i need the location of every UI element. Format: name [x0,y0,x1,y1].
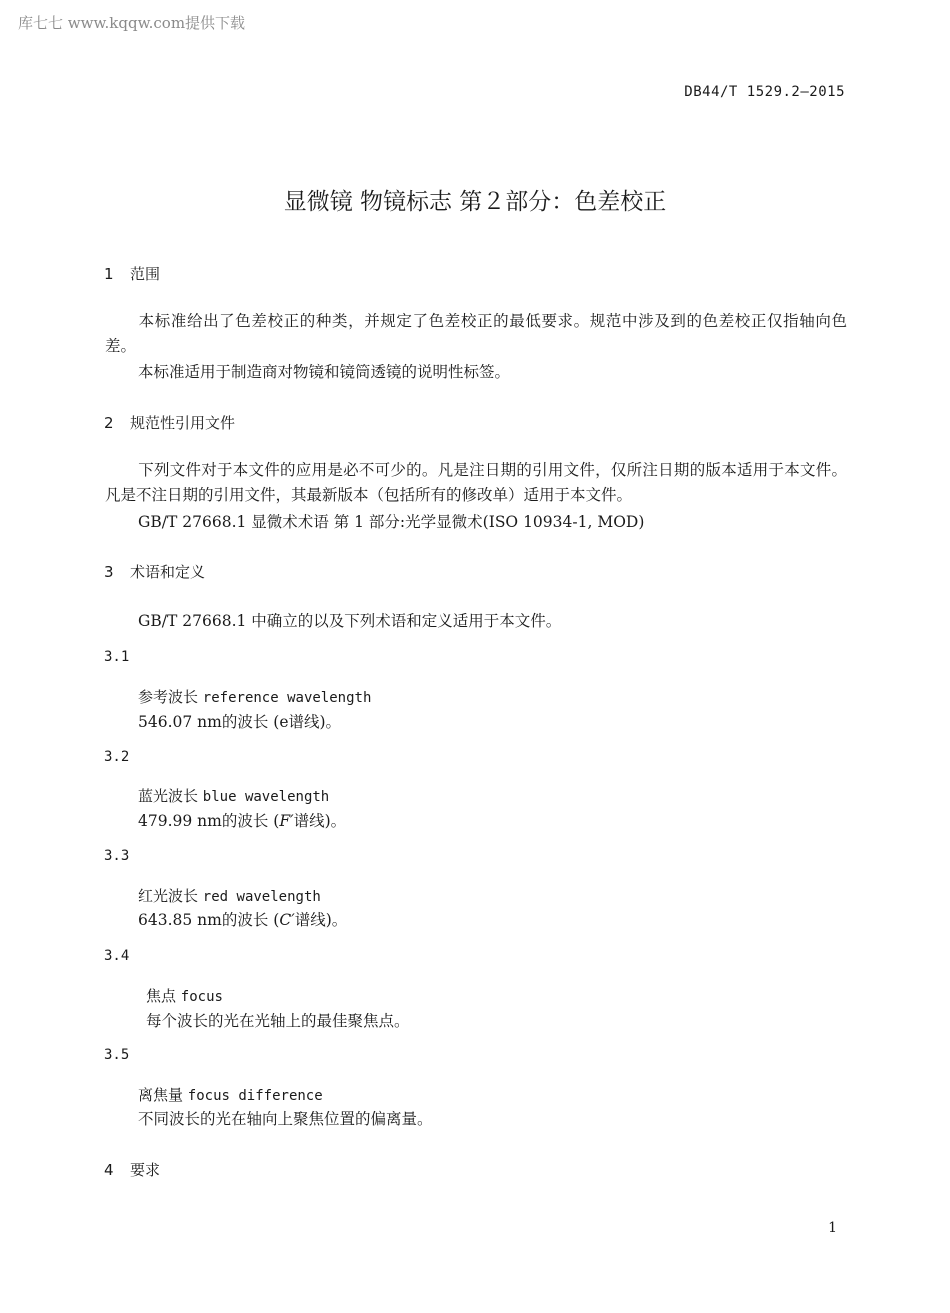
term-en: focus [180,989,223,1005]
section-1-paragraph-1 [105,309,847,359]
term-definition-text-a: 643.85 nm的波长 ( [138,911,280,929]
term-definition-text-b: 谱线)。 [294,911,348,929]
page-number: 1 [828,1220,837,1236]
section-3-number: 3 [104,563,114,581]
section-2-heading [104,412,235,433]
term-number: 3.1 [104,649,130,665]
term-number: 3.4 [104,948,130,964]
term-number: 3.3 [104,848,130,864]
term-definition: 不同波长的光在轴向上聚焦位置的偏离量。 [138,1110,433,1128]
term-zh: 红光波长 [138,887,199,905]
spectral-line-symbol: C′ [279,911,295,929]
term-heading [138,885,321,906]
term-heading [138,686,371,707]
term-zh: 参考波长 [138,688,199,706]
term-definition-text-b: 谱线)。 [293,812,347,830]
term-zh: 焦点 [146,987,177,1005]
term-number: 3.2 [104,749,130,765]
term-en: red wavelength [202,889,321,905]
term-heading [138,785,329,806]
term-heading [138,1084,323,1105]
section-1-paragraph-1-text: 本标准给出了色差校正的种类，并规定了色差校正的最低要求。规范中涉及到的色差校正仅指轴向色差。 [105,312,847,355]
normative-reference: GB/T 27668.1 显微术术语 第 1 部分:光学显微术(ISO 10934-1, MOD) [138,513,645,531]
section-3-title: 术语和定义 [130,563,206,581]
term-definition [138,908,347,930]
section-2-title: 规范性引用文件 [130,414,236,432]
term-number: 3.5 [104,1047,130,1063]
term-definition [138,809,346,831]
term-definition-text-a: 479.99 nm的波长 ( [138,812,280,830]
section-2-paragraph-1 [105,458,847,508]
term-definition: 每个波长的光在光轴上的最佳聚焦点。 [146,1012,410,1030]
section-1-number: 1 [104,265,114,283]
term-zh: 离焦量 [138,1086,184,1104]
section-3-intro: GB/T 27668.1 中确立的以及下列术语和定义适用于本文件。 [138,612,562,630]
section-3-heading [104,561,205,582]
term-heading [146,985,223,1006]
section-1-paragraph-2: 本标准适用于制造商对物镜和镜筒透镜的说明性标签。 [138,363,511,381]
section-1-title: 范围 [130,265,161,283]
section-1-heading [104,263,160,284]
section-4-heading [104,1159,160,1180]
term-zh: 蓝光波长 [138,787,199,805]
section-2-paragraph-1-text: 下列文件对于本文件的应用是必不可少的。凡是注日期的引用文件，仅所注日期的版本适用于本文件。凡是不注日期的引用文件，其最新版本（包括所有的修改单）适用于本文件。 [105,461,847,504]
section-2-number: 2 [104,414,114,432]
term-en: blue wavelength [202,789,330,805]
term-definition: 546.07 nm的波长 (e谱线)。 [138,713,342,731]
section-4-number: 4 [104,1161,114,1179]
page-title: 显微镜 物镜标志 第２部分：色差校正 [283,189,667,215]
term-en: reference wavelength [202,690,372,706]
spectral-line-symbol: F′ [279,812,294,830]
section-4-title: 要求 [130,1161,161,1179]
watermark-text: 库七七 www.kqqw.com提供下载 [18,14,246,32]
document-number: DB44/T 1529.2—2015 [684,84,845,100]
term-en: focus difference [187,1088,323,1104]
